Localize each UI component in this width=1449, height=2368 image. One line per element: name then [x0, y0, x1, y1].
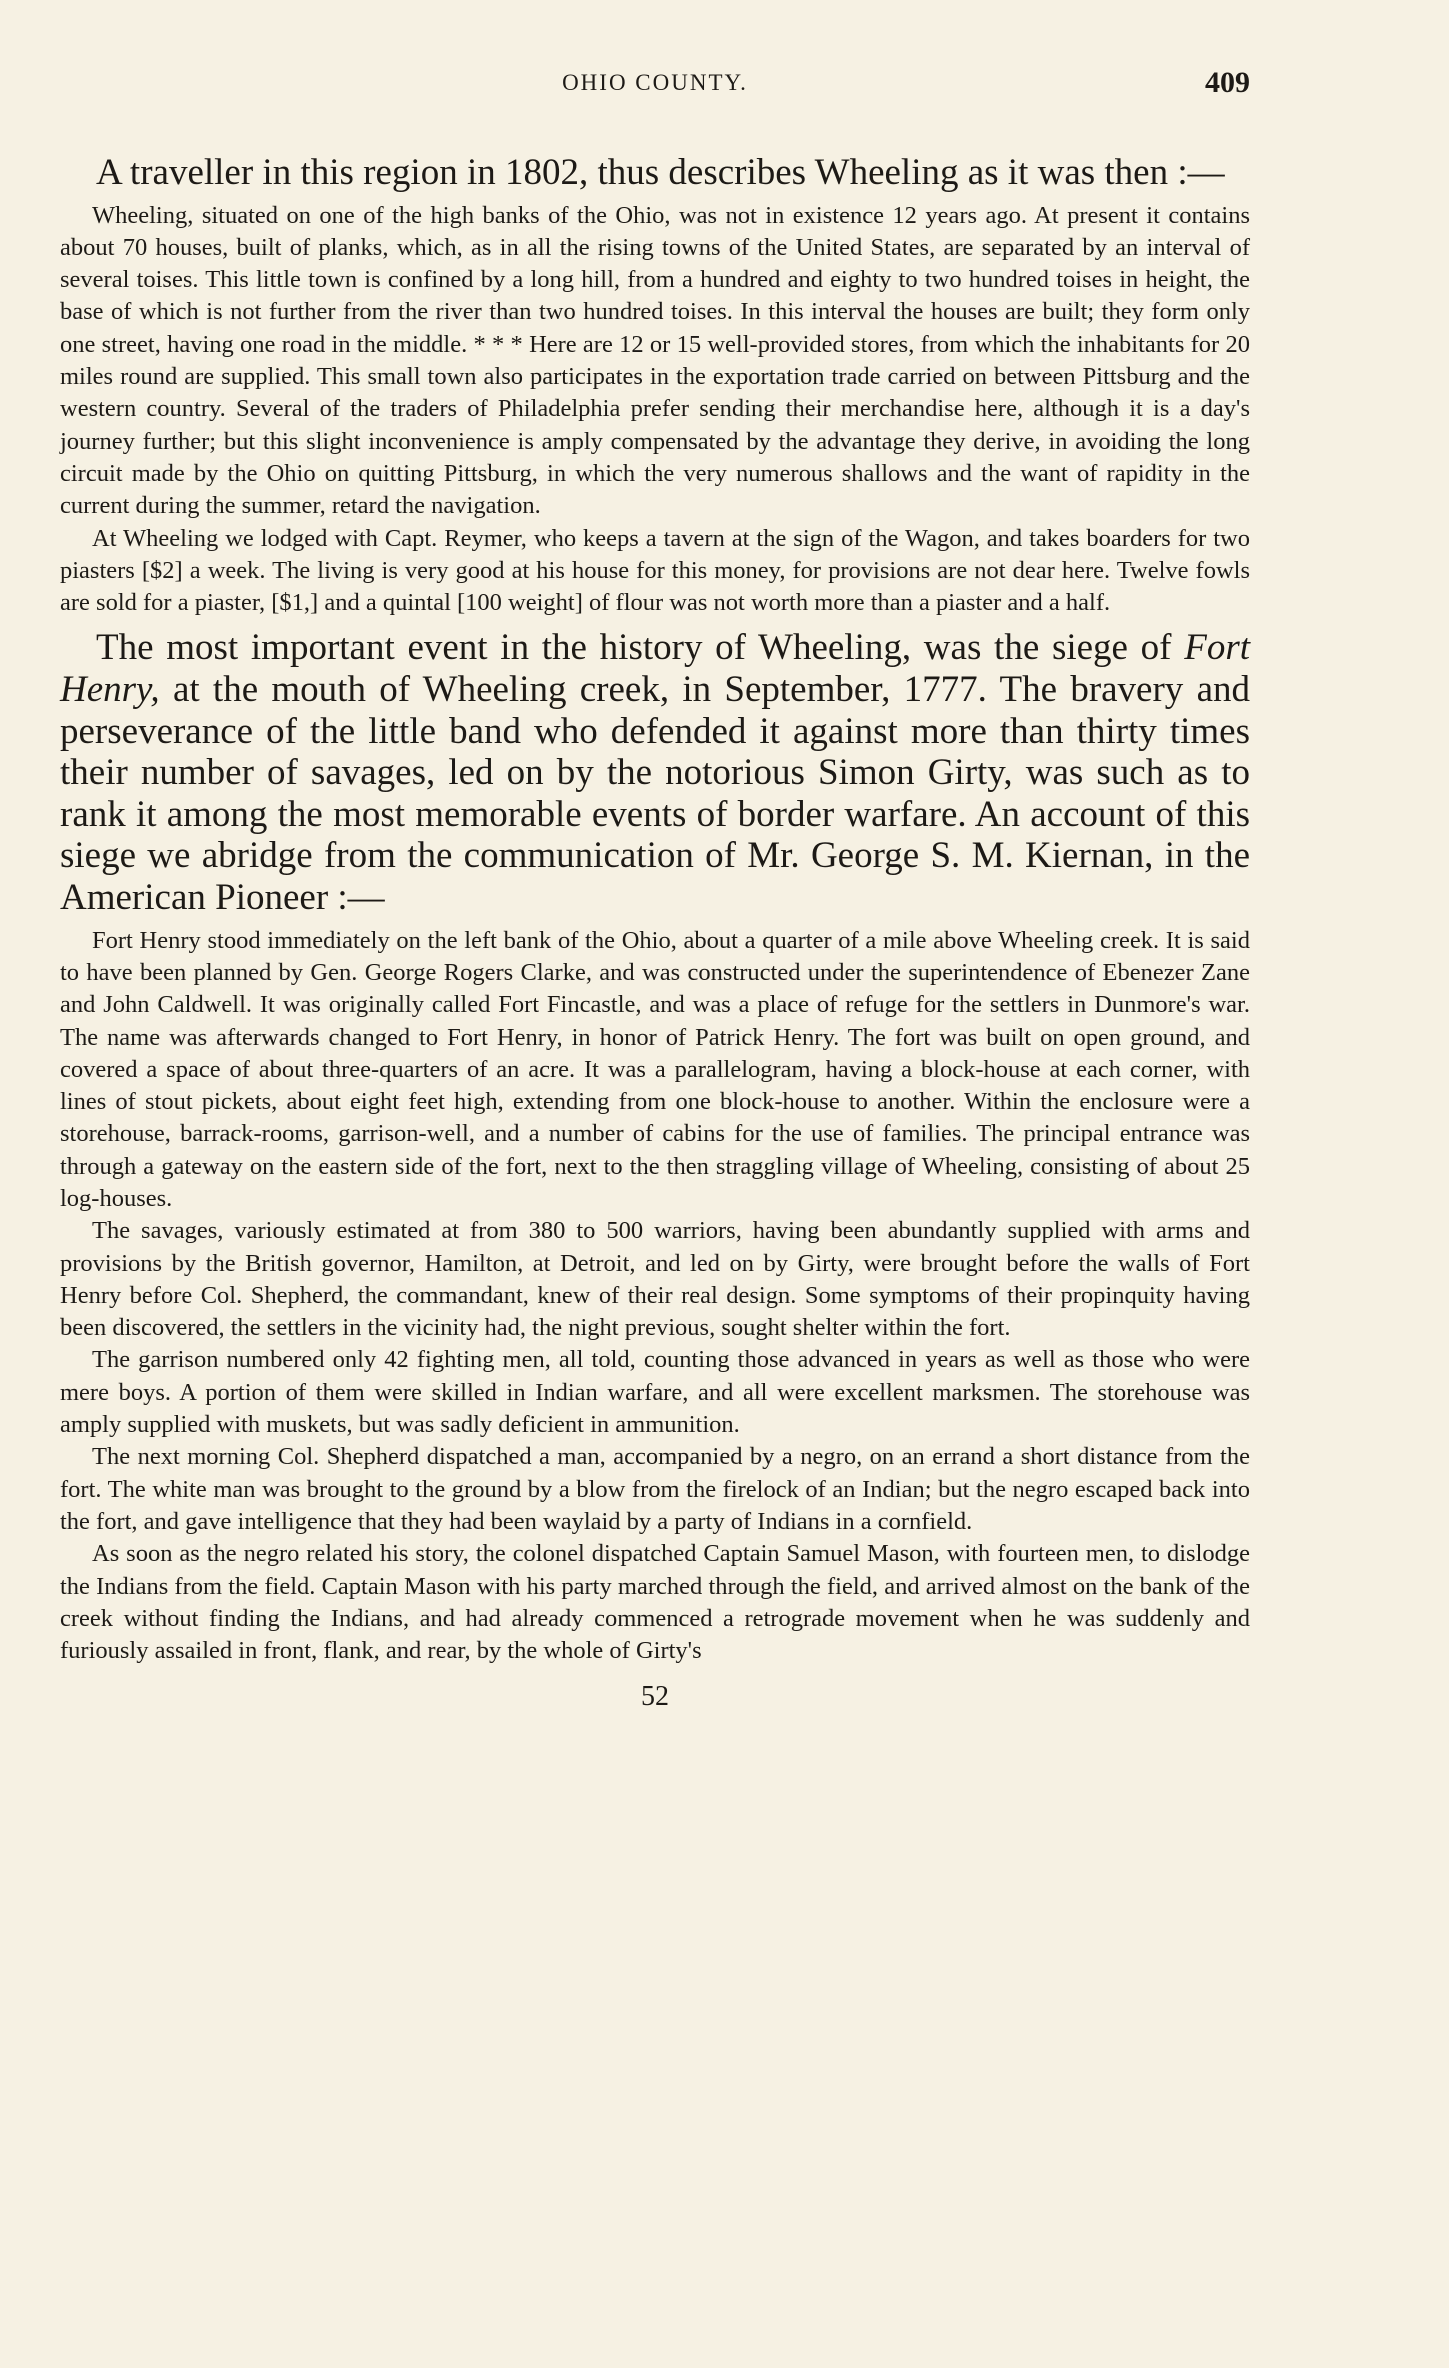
- account-paragraph-3: The garrison numbered only 42 fighting men, all told, counting those advanced in years as well as those who were mere boys. A portion of them were skilled in Indian warfare, and all were excellent marksmen. The storehouse was amply supplied with muskets, but was sadly deficient in ammunition.: [60, 1346, 1250, 1439]
- event-paragraph: [60, 627, 1250, 918]
- book-page: [60, 60, 1250, 2330]
- page-number: 409: [1205, 66, 1250, 99]
- event-text-start: The most important event in the history of Wheeling, was the siege of: [96, 627, 1185, 669]
- intro-paragraph: A traveller in this region in 1802, thus describes Wheeling as it was then :—: [96, 152, 1225, 193]
- signature-mark: 52: [641, 1681, 669, 1713]
- quote-paragraph-2: At Wheeling we lodged with Capt. Reymer, who keeps a tavern at the sign of the Wagon, and takes boarders for two piasters [$2] a week. The living is very good at his house for this money, for provisions are not dear here. Twelve fowls are sold for a piaster, [$1,] and a quintal [100 weight] of flour was not worth more than a piaster and a half.: [60, 524, 1250, 617]
- fort-henry-italic: Fort Henry,: [60, 627, 1250, 711]
- account-paragraph-5: As soon as the negro related his story, the colonel dispatched Captain Samuel Mason, with fourteen men, to dislodge the Indians from the field. Captain Mason with his party marched through the field, and arrived almost on the bank of the creek without finding the Indians, and had already commenced a retrograde movement when he was suddenly and furiously assailed in front, flank, and rear, by the whole of Girty's: [60, 1540, 1250, 1665]
- account-paragraph-2: The savages, variously estimated at from 380 to 500 warriors, having been abundantly supplied with arms and provisions by the British governor, Hamilton, at Detroit, and led on by Girty, were brought before the walls of Fort Henry before Col. Shepherd, the commandant, knew of their real design. Some symptoms of their propinquity having been discovered, the settlers in the vicinity had, the night previous, sought shelter within the fort.: [60, 1217, 1250, 1342]
- running-head: [60, 60, 1250, 110]
- fort-henry-account: [60, 925, 1250, 1668]
- event-text-end: at the mouth of Wheeling creek, in September, 1777. The bravery and perseverance of the little band who defended it against more than thirty times their number of savages, led on by the notorious Simon Girty, was such as to rank it among the most memorable events of border warfare. An account of this siege we abridge from the communication of Mr. George S. M. Kiernan, in the American Pioneer :—: [60, 669, 1250, 919]
- account-paragraph-1: Fort Henry stood immediately on the left bank of the Ohio, about a quarter of a mile above Wheeling creek. It is said to have been planned by Gen. George Rogers Clarke, and was constructed under the superintendence of Ebenezer Zane and John Caldwell. It was originally called Fort Fincastle, and was a place of refuge for the settlers in Dunmore's war. The name was afterwards changed to Fort Henry, in honor of Patrick Henry. The fort was built on open ground, and covered a space of about three-quarters of an acre. It was a parallelogram, having a block-house at each corner, with lines of stout pickets, about eight feet high, extending from one block-house to another. Within the enclosure were a storehouse, barrack-rooms, garrison-well, and a number of cabins for the use of families. The principal entrance was through a gateway on the eastern side of the fort, next to the then straggling village of Wheeling, consisting of about 25 log-houses.: [60, 926, 1250, 1212]
- traveller-quote: [60, 200, 1250, 620]
- quote-paragraph-1: Wheeling, situated on one of the high banks of the Ohio, was not in existence 12 years ago. At present it contains about 70 houses, built of planks, which, as in all the rising towns of the United States, are separated by an interval of several toises. This little town is confined by a long hill, from a hundred and eighty to two hundred toises in height, the base of which is not further from the river than two hundred toises. In this interval the houses are built; they form only one street, having one road in the middle. * * * Here are 12 or 15 well-provided stores, from which the inhabitants for 20 miles round are supplied. This small town also participates in the exportation trade carried on between Pittsburg and the western country. Several of the traders of Philadelphia prefer sending their merchandise here, although it is a day's journey further; but this slight inconvenience is amply compensated by the advantage they derive, in avoiding the long circuit made by the Ohio on quitting Pittsburg, in which the very numerous shallows and the want of rapidity in the current during the summer, retard the navigation.: [60, 201, 1250, 520]
- account-paragraph-4: The next morning Col. Shepherd dispatched a man, accompanied by a negro, on an errand a short distance from the fort. The white man was brought to the ground by a blow from the firelock of an Indian; but the negro escaped back into the fort, and gave intelligence that they had been waylaid by a party of Indians in a cornfield.: [60, 1443, 1250, 1535]
- running-title: OHIO COUNTY.: [562, 70, 748, 95]
